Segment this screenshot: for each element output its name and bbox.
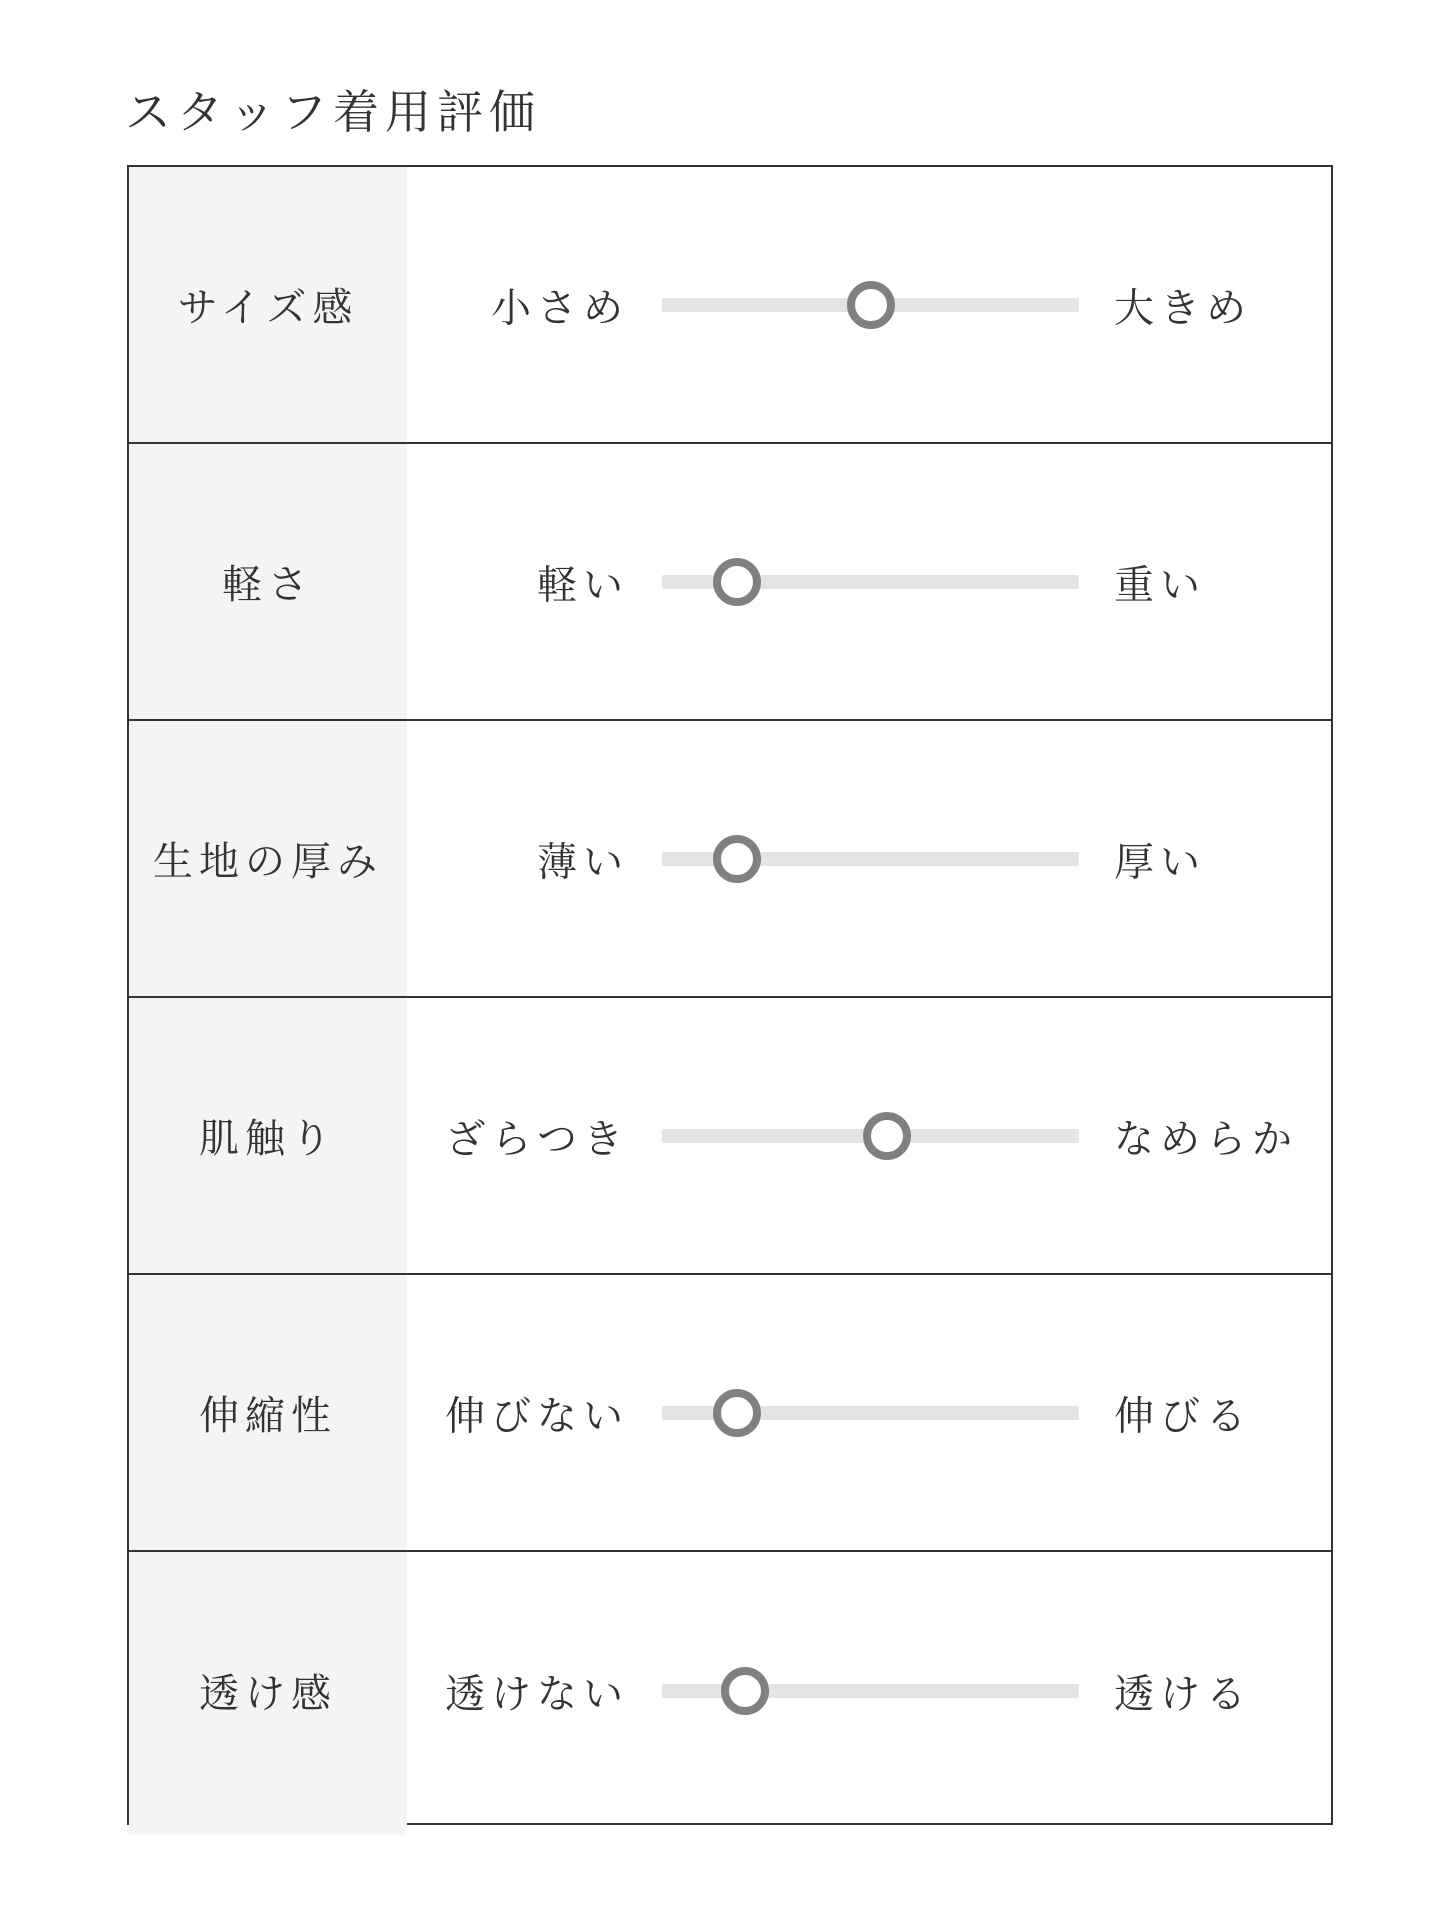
row-label-cell [129, 721, 407, 996]
row-label: 肌触り [199, 1116, 337, 1162]
row-label: 生地の厚み [153, 839, 383, 885]
evaluation-row-sheerness [129, 1552, 1331, 1829]
row-label: 伸縮性 [199, 1393, 337, 1439]
scale-max-label: なめらか [1114, 1116, 1298, 1162]
row-label: 透け感 [199, 1671, 337, 1717]
row-label-cell [129, 444, 407, 719]
rating-slider-knob [721, 1667, 769, 1715]
rating-slider-track [662, 298, 1079, 312]
page-title: スタッフ着用評価 [125, 85, 541, 139]
rating-slider-knob [713, 835, 761, 883]
scale-max-label: 透ける [1114, 1671, 1252, 1717]
scale-min-label: ざらつき [445, 1116, 629, 1162]
rating-slider-track [662, 852, 1079, 866]
evaluation-table [127, 165, 1333, 1825]
evaluation-row-size [129, 167, 1331, 444]
row-label-cell [129, 998, 407, 1273]
scale-min-label: 小さめ [491, 285, 629, 331]
scale-max-label: 重い [1114, 562, 1206, 608]
rating-slider-track [662, 1406, 1079, 1420]
scale-max-label: 大きめ [1114, 285, 1252, 331]
row-label-cell [129, 1552, 407, 1829]
scale-min-label: 軽い [537, 562, 629, 608]
scale-max-label: 厚い [1114, 839, 1206, 885]
row-label-cell [129, 167, 407, 442]
evaluation-row-texture [129, 998, 1331, 1275]
evaluation-row-thickness [129, 721, 1331, 998]
scale-min-label: 薄い [537, 839, 629, 885]
scale-max-label: 伸びる [1114, 1393, 1252, 1439]
row-label: サイズ感 [177, 285, 359, 331]
rating-slider-knob [847, 281, 895, 329]
row-label: 軽さ [222, 562, 314, 608]
rating-slider-track [662, 1129, 1079, 1143]
scale-min-label: 透けない [445, 1671, 629, 1717]
rating-slider-knob [863, 1112, 911, 1160]
label-column-bottom-strip [127, 1825, 405, 1835]
rating-slider-knob [713, 1389, 761, 1437]
rating-slider-track [662, 1684, 1079, 1698]
evaluation-row-weight [129, 444, 1331, 721]
evaluation-row-stretch [129, 1275, 1331, 1552]
rating-slider-track [662, 575, 1079, 589]
scale-min-label: 伸びない [445, 1393, 629, 1439]
rating-slider-knob [713, 558, 761, 606]
row-label-cell [129, 1275, 407, 1550]
